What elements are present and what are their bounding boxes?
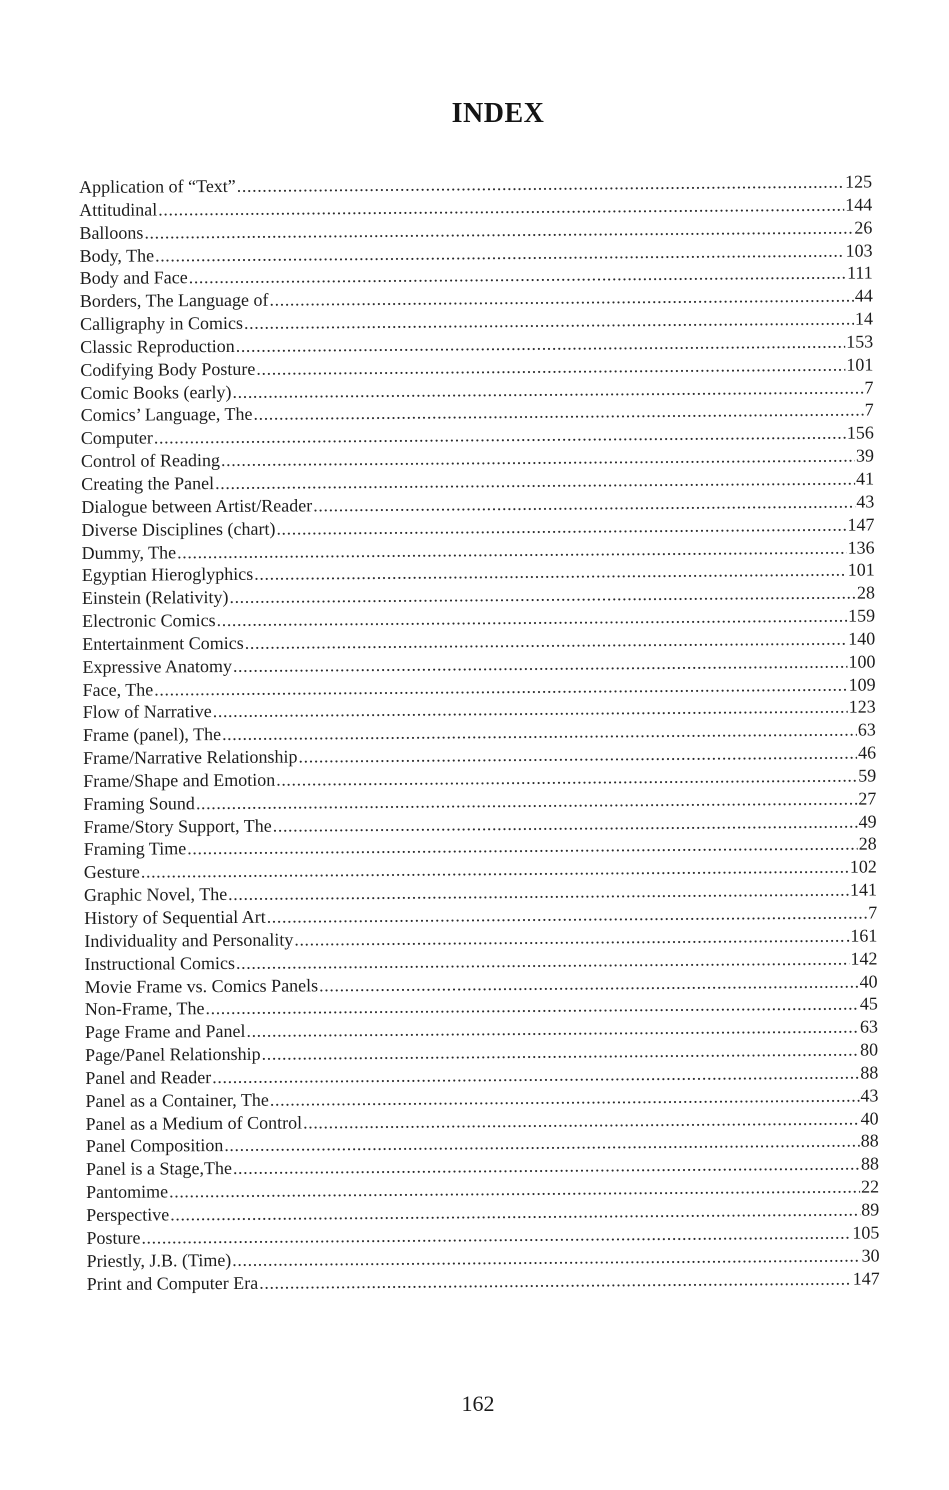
index-term: Body, The <box>79 245 155 266</box>
index-term: Panel as a Medium of Control <box>85 1112 303 1134</box>
index-page-number: 105 <box>852 1222 880 1243</box>
index-page-number: 101 <box>846 354 874 375</box>
index-page-number: 40 <box>860 1108 879 1129</box>
index-term: Body and Face <box>79 267 188 289</box>
index-page-number: 109 <box>848 674 876 695</box>
index-page-number: 43 <box>860 1085 879 1106</box>
index-term: Attitudinal <box>79 199 158 220</box>
index-term: Expressive Anatomy <box>82 655 232 677</box>
index-page-number: 101 <box>847 559 875 580</box>
index-page-number: 141 <box>849 879 878 900</box>
index-term: Frame/Shape and Emotion <box>83 769 276 791</box>
index-page-number: 159 <box>848 605 876 626</box>
index-term: Pantomime <box>86 1181 169 1203</box>
index-term: Panel Composition <box>85 1135 224 1157</box>
index-page-number: 123 <box>848 696 876 718</box>
index-page-number: 39 <box>855 445 875 466</box>
index-page-number: 41 <box>856 468 875 489</box>
index-page-number: 89 <box>861 1199 880 1220</box>
index-page-number: 43 <box>856 491 875 512</box>
index-term: Entertainment Comics <box>82 632 244 654</box>
index-term: Calligraphy in Comics <box>79 312 244 335</box>
index-page-number: 7 <box>864 399 874 420</box>
index-page-number: 142 <box>850 948 878 969</box>
index-term: Page Frame and Panel <box>84 1021 246 1043</box>
index-term: Comics’ Language, The <box>80 404 253 426</box>
index-term: Frame/Narrative Relationship <box>82 746 298 769</box>
index-page-number: 44 <box>854 285 873 306</box>
index-term: Codifying Body Posture <box>80 358 256 380</box>
index-term: Diverse Disciplines (chart) <box>81 518 276 540</box>
index-page-number: 22 <box>861 1176 880 1197</box>
index-term: Gesture <box>83 861 140 883</box>
index-term: Page/Panel Relationship <box>85 1043 261 1066</box>
index-term: Flow of Narrative <box>82 701 212 723</box>
index-page-number: 147 <box>847 514 875 535</box>
index-page-number: 28 <box>856 582 875 603</box>
page-number: 162 <box>461 1391 495 1416</box>
index-term: Dummy, The <box>81 541 177 563</box>
index-page-number: 111 <box>846 262 873 284</box>
index-term: Graphic Novel, The <box>83 884 228 906</box>
index-term: Frame (panel), The <box>82 724 222 746</box>
index-page-number: 153 <box>846 331 874 352</box>
index-term: Panel is a Stage,The <box>85 1158 232 1180</box>
index-term: Dialogue between Artist/Reader <box>81 495 313 517</box>
index-page-number: 140 <box>848 628 876 649</box>
dot-leader <box>259 1267 852 1294</box>
index-page-number: 103 <box>845 239 873 261</box>
index-page-number: 156 <box>846 422 874 443</box>
index-term: Einstein (Relativity) <box>81 587 229 609</box>
index-page-number: 88 <box>860 1062 879 1083</box>
index-term: Non-Frame, The <box>84 998 205 1020</box>
index-page-number: 100 <box>848 651 876 672</box>
index-page-number: 80 <box>860 1039 879 1060</box>
index-page-number: 7 <box>864 377 874 398</box>
index-page-number: 14 <box>854 308 874 329</box>
index-term: Classic Reproduction <box>80 335 235 357</box>
index-term: Movie Frame vs. Comics Panels <box>84 974 319 997</box>
index-page-number: 28 <box>858 833 877 855</box>
index-page-number: 136 <box>847 536 875 558</box>
index-term: Computer <box>80 427 153 449</box>
index-term: Posture <box>86 1227 141 1248</box>
index-term: Face, The <box>82 679 154 700</box>
index-page-number: 27 <box>858 788 877 809</box>
index-page-number: 88 <box>860 1130 879 1152</box>
index-page-number: 46 <box>857 742 877 763</box>
index-page-number: 7 <box>868 902 878 923</box>
index-term: Perspective <box>86 1204 170 1225</box>
page-title: INDEX <box>451 98 545 129</box>
index-page-number: 88 <box>860 1153 879 1174</box>
index-term: Frame/Story Support, The <box>83 815 272 837</box>
index-term: Borders, The Language of <box>79 289 269 312</box>
index-page-number: 26 <box>854 217 873 238</box>
index-page-number: .161 <box>845 925 878 946</box>
index-term: Electronic Comics <box>82 610 216 632</box>
index-term: Panel and Reader <box>85 1067 212 1088</box>
index-term: Balloons <box>79 222 144 243</box>
index-entry <box>87 1267 880 1295</box>
index-term: Creating the Panel <box>81 473 215 494</box>
index-term: Panel as a Container, The <box>85 1089 269 1111</box>
index-list <box>79 170 880 1295</box>
index-term: Priestly, J.B. (Time) <box>86 1249 232 1271</box>
index-page-number: 45 <box>859 993 878 1014</box>
index-page-number: 102 <box>849 856 877 877</box>
index-term: History of Sequential Art <box>84 906 266 928</box>
index-term: Control of Reading <box>80 450 221 472</box>
index-page-number: 30 <box>861 1245 880 1266</box>
index-page-number: 40 <box>859 970 878 992</box>
index-term: Application of “Text” <box>79 175 236 197</box>
index-page-number: 49 <box>858 811 877 832</box>
index-page-number: 144 <box>845 194 873 215</box>
index-term: Comic Books (early) <box>80 381 232 403</box>
index-term: Egyptian Hieroglyphics <box>81 564 254 586</box>
index-term: Individuality and Personality <box>84 929 294 951</box>
index-term: Print and Computer Era <box>86 1272 259 1294</box>
index-term: Framing Sound <box>83 792 195 814</box>
index-term: Instructional Comics <box>84 952 236 974</box>
index-page-number: 147 <box>852 1267 880 1289</box>
index-page-number: 59 <box>858 765 877 786</box>
index-page-number: 63 <box>859 1016 879 1037</box>
index-page-number: 125 <box>844 171 873 192</box>
index-page-number: 63 <box>857 719 876 740</box>
index-term: Framing Time <box>83 838 187 860</box>
